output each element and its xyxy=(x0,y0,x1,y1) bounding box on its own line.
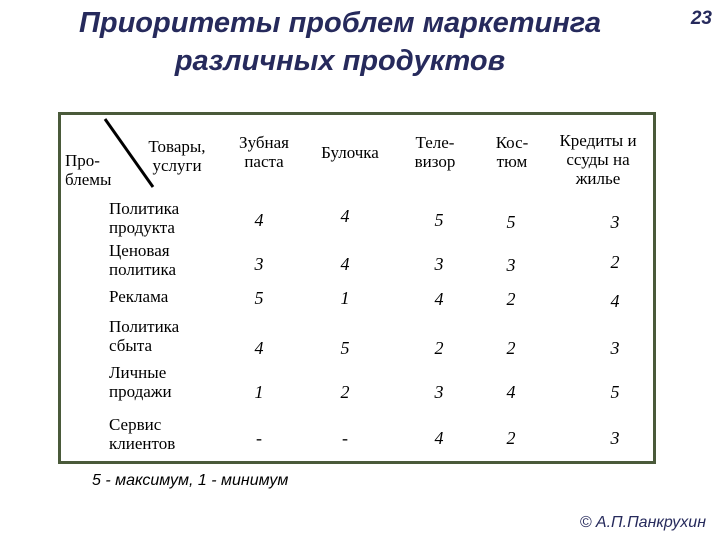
value-cell: 3 xyxy=(434,382,444,402)
row-label-product-policy: Политика продукта xyxy=(109,199,180,237)
value-cell: 3 xyxy=(610,212,620,232)
value-cell: 2 xyxy=(506,338,516,358)
priority-table xyxy=(58,112,656,464)
value-cell: - xyxy=(342,428,348,448)
value-cell: 3 xyxy=(434,254,444,274)
column-header-bun: Булочка xyxy=(321,143,379,162)
row-label-personal-sales: Личные продажи xyxy=(109,363,172,401)
value-cell: 2 xyxy=(506,289,516,309)
value-cell: - xyxy=(256,428,262,448)
value-cell: 4 xyxy=(254,210,264,230)
value-cell: 5 xyxy=(610,382,620,402)
scale-footnote: 5 - максимум, 1 - минимум xyxy=(92,472,289,489)
value-cell: 2 xyxy=(506,428,516,448)
value-cell: 4 xyxy=(506,382,516,402)
row-label-sales-policy: Политика сбыта xyxy=(109,317,180,355)
row-label-customer-service: Сервис клиентов xyxy=(109,415,176,453)
value-cell: 3 xyxy=(506,255,516,275)
row-label-price-policy: Ценовая политика xyxy=(109,241,177,279)
value-cell: 2 xyxy=(434,338,444,358)
row-label-advertising: Реклама xyxy=(109,287,169,306)
value-cell: 4 xyxy=(340,254,350,274)
value-cell: 4 xyxy=(254,338,264,358)
value-cell: 1 xyxy=(340,288,350,308)
value-cell: 4 xyxy=(610,291,620,311)
value-cell: 3 xyxy=(254,254,264,274)
author-credit: © А.П.Панкрухин xyxy=(579,514,706,531)
value-cell: 3 xyxy=(610,338,620,358)
column-header-toothpaste: Зубная паста xyxy=(239,133,289,171)
value-cell: 3 xyxy=(610,428,620,448)
slide-number: 23 xyxy=(690,8,712,29)
column-header-tv: Теле- визор xyxy=(414,133,456,171)
value-cell: 5 xyxy=(506,212,516,232)
value-cell: 5 xyxy=(254,288,264,308)
corner-problems-label: Про- блемы xyxy=(65,151,112,189)
value-cell: 1 xyxy=(254,382,264,402)
value-cell: 4 xyxy=(434,428,444,448)
value-cell: 2 xyxy=(610,252,620,272)
corner-products-label: Товары, услуги xyxy=(148,137,206,175)
value-cell: 5 xyxy=(340,338,350,358)
column-header-loans: Кредиты и ссуды на жилье xyxy=(559,131,637,188)
value-cell: 4 xyxy=(340,206,350,226)
slide-title: Приоритеты проблем маркетинга различных продуктов xyxy=(79,7,601,77)
column-header-suit: Кос- тюм xyxy=(495,133,529,171)
value-cell: 4 xyxy=(434,289,444,309)
value-cell: 2 xyxy=(340,382,350,402)
value-cell: 5 xyxy=(434,210,444,230)
